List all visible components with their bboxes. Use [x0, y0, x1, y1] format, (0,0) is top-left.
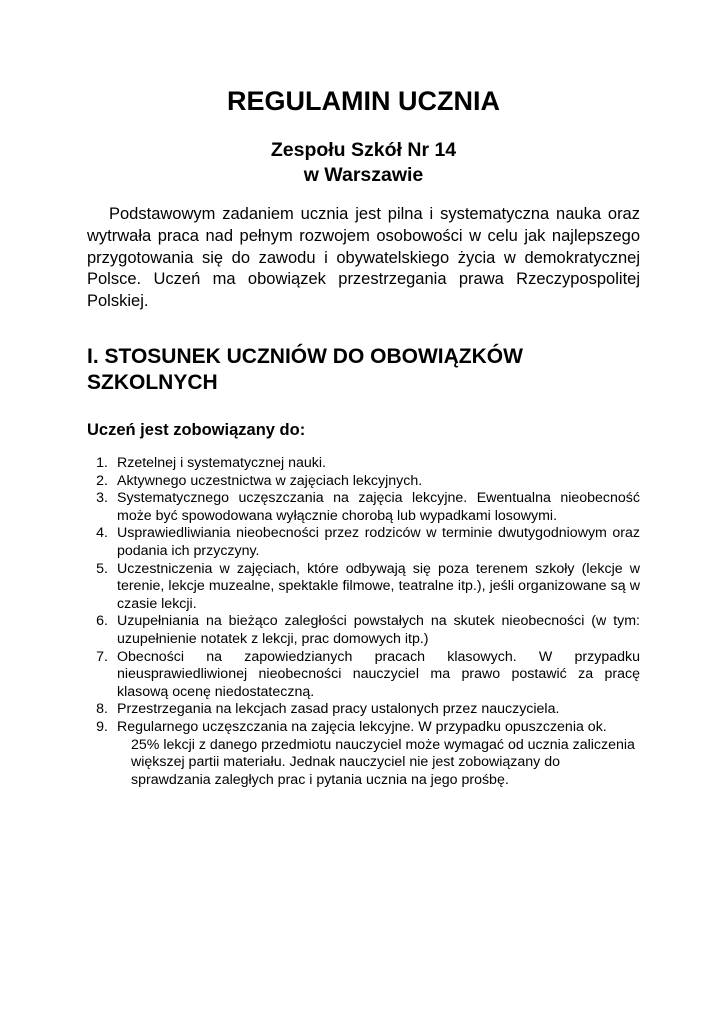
- list-item: [87, 455, 640, 473]
- duties-lead: Uczeń jest zobowiązany do:: [87, 421, 306, 439]
- list-item-text: Aktywnego uczestnictwa w zajęciach lekcyjnych.: [117, 472, 423, 489]
- list-item: [87, 473, 640, 491]
- list-item: [87, 719, 640, 789]
- section-heading: I. STOSUNEK UCZNIÓW DO OBOWIĄZKÓW SZKOLNYCH: [87, 345, 523, 394]
- list-item-number: 1.: [96, 455, 108, 471]
- list-item-number: 2.: [96, 472, 108, 489]
- list-item-number: 5.: [96, 560, 108, 577]
- list-item-number: 8.: [96, 701, 108, 718]
- list-item-number: 4.: [96, 525, 108, 542]
- list-item-text: Systematycznego uczęszczania na zajęcia lekcyjne. Ewentualna nieobecność może być spowodowana wyłącznie chorobą lub wypadkami losowymi.: [117, 490, 640, 524]
- duties-list: [87, 455, 640, 789]
- list-item-text: Przestrzegania na lekcjach zasad pracy ustalonych przez nauczyciela.: [117, 701, 560, 718]
- list-item: [87, 613, 640, 648]
- document-title: REGULAMIN UCZNIA: [227, 86, 500, 116]
- intro-paragraph: Podstawowym zadaniem ucznia jest pilna i systematyczna nauka oraz wytrwała praca nad pełnym rozwojem osobowości w celu jak najlepszego przygotowania się do zawodu i obywatelskiego życia w demokratycznej Polsce. Uczeń ma obowiązek przestrzegania prawa Rzeczypospolitej Polskiej.: [87, 205, 640, 311]
- list-item-number: 6.: [96, 613, 108, 630]
- list-item-text: Uczestniczenia w zajęciach, które odbywają się poza terenem szkoły (lekcje w terenie, lekcje muzealne, spektakle filmowe, teatralne itp.), jeśli organizowane są w czasie lekcji.: [117, 560, 640, 612]
- list-item: [87, 490, 640, 525]
- subtitle-city: w Warszawie: [303, 164, 424, 186]
- list-item-number: 3.: [96, 490, 108, 507]
- list-item: [87, 561, 640, 614]
- list-item: [87, 525, 640, 560]
- list-item-number: 9.: [96, 718, 108, 735]
- list-item-text: Rzetelnej i systematycznej nauki.: [117, 455, 326, 471]
- list-item-text: Regularnego uczęszczania na zajęcia lekcyjne. W przypadku opuszczenia ok.: [117, 718, 607, 735]
- list-item-text-continued: 25% lekcji z danego przedmiotu nauczyciel może wymagać od ucznia zaliczenia większej partii materiału. Jednak nauczyciel nie jest zobowiązany do sprawdzania zaległych prac i pytania ucznia na jego prośbę.: [131, 736, 635, 788]
- list-item-text: Uzupełniania na bieżąco zaległości powstałych na skutek nieobecności (w tym: uzupełnienie notatek z lekcji, prac domowych itp.): [117, 613, 640, 647]
- list-item: [87, 649, 640, 702]
- list-item: [87, 701, 640, 719]
- document-subtitle: [87, 138, 640, 188]
- list-item-text: Obecności na zapowiedzianych pracach klasowych. W przypadku nieusprawiedliwionej nieobecności nauczyciel ma prawo postawić za pracę klasową ocenę niedostateczną.: [117, 648, 640, 700]
- list-item-number: 7.: [96, 648, 108, 665]
- subtitle-school: Zespołu Szkół Nr 14: [270, 139, 457, 161]
- list-item-text: Usprawiedliwiania nieobecności przez rodziców w terminie dwutygodniowym oraz podania ich przyczyny.: [117, 525, 640, 559]
